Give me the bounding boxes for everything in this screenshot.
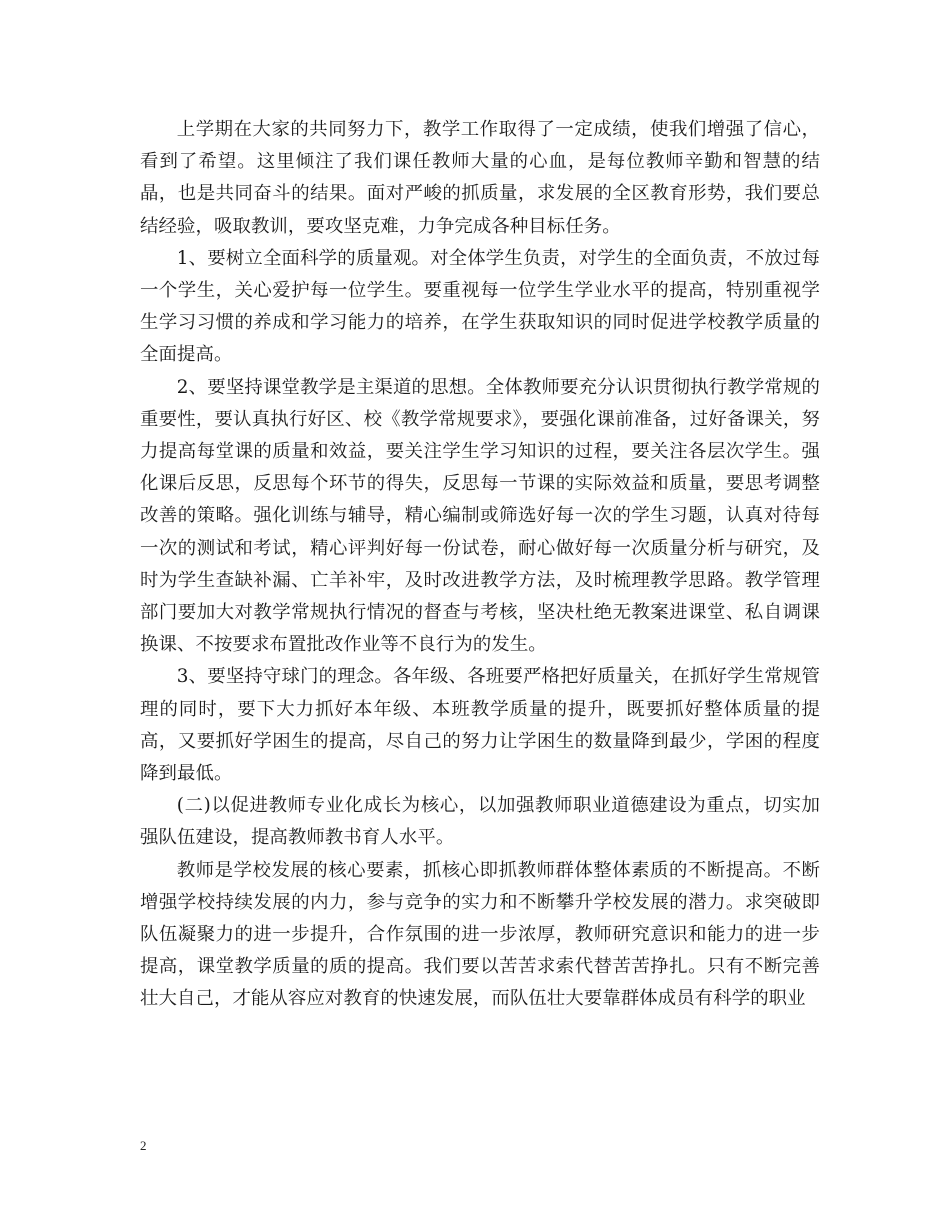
- paragraph-intro: 上学期在大家的共同努力下，教学工作取得了一定成绩，使我们增强了信心，看到了希望。这里倾注了我们课任教师大量的心血，是每位教师辛勤和智慧的结晶，也是共同奋斗的结果。面对严峻的抓质量，求发展的全区教育形势，我们要总结经验，吸取教训，要攻坚克难，力争完成各种目标任务。: [140, 119, 820, 237]
- paragraph-point-3: 3、要坚持守球门的理念。各年级、各班要严格把好质量关，在抓好学生常规管理的同时，要下大力抓好本年级、本班教学质量的提升，既要抓好整体质量的提高，又要抓好学困生的提高，尽自己的努力让学困生的数量降到最少，学困的程度降到最低。: [140, 666, 820, 785]
- paragraph-point-2: 2、要坚持课堂教学是主渠道的思想。全体教师要充分认识贯彻执行教学常规的重要性，要认真执行好区、校《教学常规要求》，要强化课前准备，过好备课关，努力提高每堂课的质量和效益，要关注学生学习知识的过程，要关注各层次学生。强化课后反思，反思每个环节的得失，反思每一节课的实际效益和质量，要思考调整改善的策略。强化训练与辅导，精心编制或筛选好每一次的学生习题，认真对待每一次的测试和考试，精心评判好每一份试卷，耐心做好每一次质量分析与研究，及时为学生查缺补漏、亡羊补牢，及时改进教学方法，及时梳理教学思路。教学管理部门要加大对教学常规执行情况的督查与考核，坚决杜绝无教案进课堂、私自调课换课、不按要求布置批改作业等不良行为的发生。: [140, 376, 820, 656]
- paragraph-teacher-core: 教师是学校发展的核心要素，抓核心即抓教师群体整体素质的不断提高。不断增强学校持续发展的内力，参与竞争的实力和不断攀升学校发展的潜力。求突破即队伍凝聚力的进一步提升，合作氛围的进一步浓厚，教师研究意识和能力的进一步提高，课堂教学质量的质的提高。我们要以苦苦求索代替苦苦挣扎。只有不断完善壮大自己，才能从容应对教育的快速发展，而队伍壮大要靠群体成员有科学的职业: [140, 859, 820, 1010]
- paragraph-section-2-heading: (二)以促进教师专业化成长为核心，以加强教师职业道德建设为重点，切实加强队伍建设，提高教师教书育人水平。: [140, 795, 820, 849]
- paragraph-point-1: 1、要树立全面科学的质量观。对全体学生负责，对学生的全面负责，不放过每一个学生，关心爱护每一位学生。要重视每一位学生学业水平的提高，特别重视学生学习习惯的养成和学习能力的培养，在学生获取知识的同时促进学校教学质量的全面提高。: [140, 247, 820, 366]
- body-text: [140, 114, 820, 1016]
- page-number: 2: [140, 1138, 147, 1153]
